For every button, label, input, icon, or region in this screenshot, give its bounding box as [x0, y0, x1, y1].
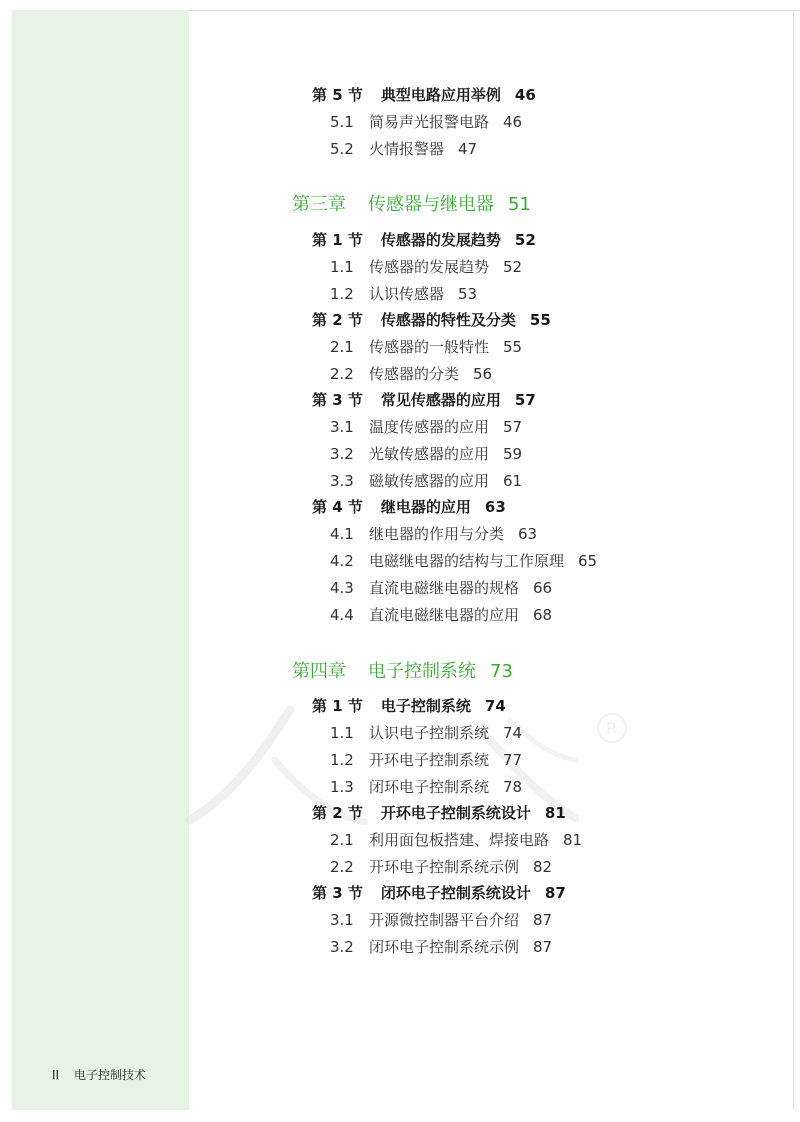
page-number: 82 — [533, 858, 553, 876]
page-number: 81 — [563, 831, 583, 849]
page-number: 74 — [484, 697, 506, 715]
subsection-number: 1.2 — [330, 751, 354, 769]
subsection-number: 4.1 — [330, 525, 354, 543]
subsection-number: 5.2 — [330, 140, 354, 158]
page-number: 51 — [508, 194, 531, 215]
toc-subsection-entry[interactable] — [330, 829, 582, 850]
subsection-number: 2.1 — [330, 831, 354, 849]
page-number: 81 — [544, 804, 566, 822]
page-number: 56 — [473, 365, 493, 383]
toc-subsection-entry[interactable] — [330, 111, 522, 132]
toc-section-entry[interactable] — [312, 389, 536, 410]
page-number: 63 — [484, 498, 506, 516]
toc-subsection-entry[interactable] — [330, 416, 522, 437]
subsection-number: 1.3 — [330, 778, 354, 796]
subsection-title: 认识传感器 — [369, 285, 445, 303]
page-number: 57 — [514, 391, 536, 409]
subsection-title: 温度传感器的应用 — [369, 418, 490, 436]
section-title: 常见传感器的应用 — [380, 391, 501, 409]
page-number: 59 — [503, 445, 523, 463]
toc-subsection-entry[interactable] — [330, 138, 477, 159]
subsection-number: 1.2 — [330, 285, 354, 303]
toc-subsection-entry[interactable] — [330, 577, 552, 598]
section-title: 闭环电子控制系统设计 — [380, 884, 531, 902]
page-number: 53 — [458, 285, 478, 303]
subsection-title: 简易声光报警电路 — [369, 113, 490, 131]
section-title: 开环电子控制系统设计 — [380, 804, 531, 822]
section-title: 典型电路应用举例 — [380, 86, 501, 104]
page-number: 46 — [514, 86, 536, 104]
page-number: 52 — [514, 231, 536, 249]
subsection-number: 2.2 — [330, 858, 354, 876]
book-title: 电子控制技术 — [74, 1068, 147, 1082]
subsection-title: 开源微控制器平台介绍 — [369, 911, 520, 929]
toc-subsection-entry[interactable] — [330, 283, 477, 304]
subsection-title: 直流电磁继电器的规格 — [369, 579, 520, 597]
section-title: 传感器的发展趋势 — [380, 231, 501, 249]
section-title: 传感器的特性及分类 — [380, 311, 516, 329]
chapter-number: 第四章 — [292, 661, 346, 682]
subsection-number: 3.2 — [330, 938, 354, 956]
section-number: 第 5 节 — [312, 86, 363, 104]
subsection-number: 1.1 — [330, 724, 354, 742]
chapter-number: 第三章 — [292, 194, 346, 215]
toc-subsection-entry[interactable] — [330, 363, 492, 384]
toc-chapter-entry[interactable] — [292, 190, 531, 216]
section-title: 继电器的应用 — [380, 498, 471, 516]
page-number-roman: II — [52, 1068, 60, 1082]
toc-subsection-entry[interactable] — [330, 936, 552, 957]
subsection-number: 4.2 — [330, 552, 354, 570]
toc-subsection-entry[interactable] — [330, 443, 522, 464]
page-number: 52 — [503, 258, 523, 276]
toc-section-entry[interactable] — [312, 882, 566, 903]
page-number: 61 — [503, 472, 523, 490]
section-number: 第 2 节 — [312, 311, 363, 329]
page-number: 78 — [503, 778, 523, 796]
subsection-number: 5.1 — [330, 113, 354, 131]
section-number: 第 4 节 — [312, 498, 363, 516]
subsection-number: 1.1 — [330, 258, 354, 276]
toc-subsection-entry[interactable] — [330, 256, 522, 277]
subsection-number: 3.3 — [330, 472, 354, 490]
subsection-number: 4.3 — [330, 579, 354, 597]
subsection-number: 2.1 — [330, 338, 354, 356]
toc-subsection-entry[interactable] — [330, 604, 552, 625]
subsection-title: 闭环电子控制系统示例 — [369, 938, 520, 956]
subsection-title: 电磁继电器的结构与工作原理 — [369, 552, 565, 570]
page-number: 55 — [503, 338, 523, 356]
toc-subsection-entry[interactable] — [330, 722, 522, 743]
subsection-title: 继电器的作用与分类 — [369, 525, 505, 543]
page-number: 47 — [458, 140, 478, 158]
right-edge-line — [793, 10, 794, 1110]
page-number: 87 — [544, 884, 566, 902]
subsection-title: 传感器的一般特性 — [369, 338, 490, 356]
subsection-title: 直流电磁继电器的应用 — [369, 606, 520, 624]
page-number: 87 — [533, 938, 553, 956]
toc-section-entry[interactable] — [312, 802, 566, 823]
subsection-title: 火情报警器 — [369, 140, 445, 158]
subsection-number: 3.1 — [330, 418, 354, 436]
page-number: 74 — [503, 724, 523, 742]
top-divider — [189, 10, 800, 11]
page-number: 55 — [529, 311, 551, 329]
page-number: 57 — [503, 418, 523, 436]
page-number: 87 — [533, 911, 553, 929]
subsection-title: 光敏传感器的应用 — [369, 445, 490, 463]
toc-chapter-entry[interactable] — [292, 657, 513, 683]
subsection-number: 2.2 — [330, 365, 354, 383]
section-title: 电子控制系统 — [380, 697, 471, 715]
toc-subsection-entry[interactable] — [330, 909, 552, 930]
subsection-title: 开环电子控制系统示例 — [369, 858, 520, 876]
toc-section-entry[interactable] — [312, 496, 506, 517]
toc-subsection-entry[interactable] — [330, 470, 522, 491]
subsection-number: 3.1 — [330, 911, 354, 929]
toc-section-entry[interactable] — [312, 84, 536, 105]
toc-section-entry[interactable] — [312, 229, 536, 250]
subsection-title: 利用面包板搭建、焊接电路 — [369, 831, 550, 849]
toc-subsection-entry[interactable] — [330, 749, 522, 770]
section-number: 第 1 节 — [312, 231, 363, 249]
section-number: 第 2 节 — [312, 804, 363, 822]
section-number: 第 3 节 — [312, 884, 363, 902]
toc-subsection-entry[interactable] — [330, 856, 552, 877]
subsection-title: 开环电子控制系统 — [369, 751, 490, 769]
subsection-title: 闭环电子控制系统 — [369, 778, 490, 796]
toc-section-entry[interactable] — [312, 309, 551, 330]
page-number: 73 — [490, 661, 513, 682]
toc-section-entry[interactable] — [312, 695, 506, 716]
page-number: 63 — [518, 525, 538, 543]
page-footer — [52, 1066, 146, 1083]
page-number: 65 — [578, 552, 598, 570]
page-number: 46 — [503, 113, 523, 131]
page-number: 66 — [533, 579, 553, 597]
subsection-title: 传感器的发展趋势 — [369, 258, 490, 276]
toc-subsection-entry[interactable] — [330, 523, 537, 544]
section-number: 第 1 节 — [312, 697, 363, 715]
section-number: 第 3 节 — [312, 391, 363, 409]
toc-subsection-entry[interactable] — [330, 550, 597, 571]
side-color-band — [12, 10, 189, 1110]
toc-subsection-entry[interactable] — [330, 776, 522, 797]
subsection-title: 传感器的分类 — [369, 365, 460, 383]
page-number: 68 — [533, 606, 553, 624]
page-number: 77 — [503, 751, 523, 769]
chapter-title: 传感器与继电器 — [368, 194, 494, 215]
subsection-title: 认识电子控制系统 — [369, 724, 490, 742]
svg-text:R: R — [606, 719, 618, 738]
subsection-title: 磁敏传感器的应用 — [369, 472, 490, 490]
subsection-number: 3.2 — [330, 445, 354, 463]
toc-subsection-entry[interactable] — [330, 336, 522, 357]
subsection-number: 4.4 — [330, 606, 354, 624]
chapter-title: 电子控制系统 — [368, 661, 476, 682]
